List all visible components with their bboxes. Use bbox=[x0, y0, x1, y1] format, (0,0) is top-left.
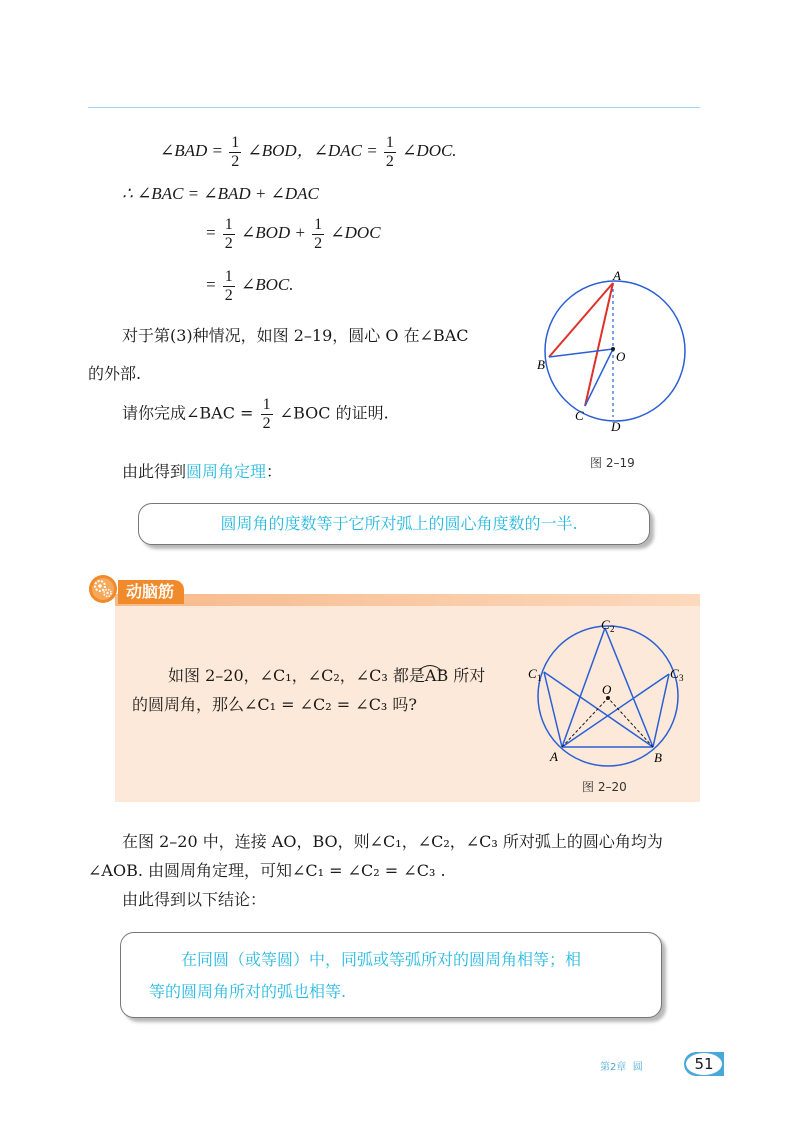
radius-OA bbox=[562, 698, 608, 747]
label-C1-sub: 1 bbox=[537, 673, 542, 683]
eq1-part-c: ∠DOC. bbox=[402, 141, 457, 160]
label-C: C bbox=[575, 408, 584, 423]
conclusion-box bbox=[120, 932, 662, 1018]
label-B: B bbox=[654, 750, 662, 765]
radius-OB bbox=[608, 698, 653, 747]
figure-2-20 bbox=[520, 612, 700, 772]
conclusion-intro: 由此得到以下结论： bbox=[122, 890, 267, 909]
case3-line-2: 的外部. bbox=[88, 364, 142, 383]
theorem-name: 圆周角定理 bbox=[186, 462, 267, 481]
chord-AB bbox=[549, 283, 613, 357]
equation-line-2: ∴ ∠BAC = ∠BAD + ∠DAC bbox=[122, 184, 319, 203]
line-BC2 bbox=[605, 628, 653, 747]
label-O: O bbox=[602, 682, 612, 697]
think-line-1: 如图 2–20，∠C₁，∠C₂，∠C₃ 都是AB 所对 bbox=[168, 666, 486, 685]
circle bbox=[545, 281, 685, 421]
label-C2: C bbox=[601, 617, 610, 632]
fraction-half: $\frac{1}{2}$ bbox=[262, 396, 271, 432]
radius-OB bbox=[549, 349, 613, 357]
gear-icon bbox=[88, 574, 118, 604]
label-A: A bbox=[550, 749, 558, 764]
label-D: D bbox=[611, 419, 621, 434]
equation-line-1 bbox=[160, 134, 457, 170]
top-rule bbox=[88, 107, 700, 108]
label-C3: C bbox=[670, 666, 679, 681]
label-A: A bbox=[613, 268, 621, 283]
equation-line-4: = $\frac{1}{2}$ ∠BOC. bbox=[205, 268, 294, 304]
chapter-label: 第2章 圆 bbox=[600, 1062, 643, 1073]
fraction-half: $\frac{1}{2}$ bbox=[224, 268, 233, 304]
center-point bbox=[611, 347, 615, 351]
answer-line-1: 在图 2–20 中，连接 AO，BO，则∠C₁，∠C₂，∠C₃ 所对弧上的圆心角均为 bbox=[122, 832, 663, 851]
think-title: 动脑筋 bbox=[118, 580, 184, 604]
radius-OC bbox=[585, 349, 613, 406]
theorem-box bbox=[138, 503, 650, 545]
prove-line: 请你完成∠BAC = $\frac{1}{2}$ ∠BOC 的证明. bbox=[122, 396, 389, 432]
eq1-part-b: ∠BOD，∠DAC = bbox=[247, 141, 378, 160]
label-C1: C bbox=[528, 666, 537, 681]
fraction-half: $\frac{1}{2}$ bbox=[231, 134, 240, 170]
conclusion-text-1: 在同圆（或等圆）中，同弧或等弧所对的圆周角相等；相 bbox=[181, 950, 582, 969]
label-O: O bbox=[616, 349, 626, 364]
line-BC1 bbox=[544, 672, 653, 747]
answer-line-2: ∠AOB. 由圆周角定理，可知∠C₁ = ∠C₂ = ∠C₃ . bbox=[88, 861, 446, 880]
eq1-part-a: ∠BAD = bbox=[160, 141, 224, 160]
figure-2-20-caption: 图 2–20 bbox=[582, 780, 627, 794]
figure-2-19-caption: 图 2–19 bbox=[590, 456, 635, 470]
think-line-2: 的圆周角，那么∠C₁ = ∠C₂ = ∠C₃ 吗? bbox=[132, 695, 418, 714]
label-C2-sub: 2 bbox=[610, 624, 615, 634]
case3-line-1: 对于第(3)种情况，如图 2–19，圆心 O 在∠BAC bbox=[122, 326, 469, 345]
page-number: 51 bbox=[694, 1055, 714, 1073]
derive-line: 由此得到圆周角定理： bbox=[122, 462, 283, 481]
arc-mark bbox=[416, 662, 444, 672]
line-BC3 bbox=[653, 674, 669, 747]
equation-line-3: = $\frac{1}{2}$ ∠BOD + $\frac{1}{2}$ ∠DOC bbox=[205, 216, 381, 252]
figure-2-19 bbox=[525, 265, 705, 465]
line-AC2 bbox=[562, 628, 605, 747]
line-AC3 bbox=[562, 674, 669, 747]
think-header-band bbox=[115, 594, 700, 606]
theorem-text: 圆周角的度数等于它所对弧上的圆心角度数的一半. bbox=[220, 514, 578, 533]
fraction-half: $\frac{1}{2}$ bbox=[224, 216, 233, 252]
label-B: B bbox=[537, 357, 545, 372]
fraction-half: $\frac{1}{2}$ bbox=[385, 134, 394, 170]
fraction-half: $\frac{1}{2}$ bbox=[314, 216, 323, 252]
chord-AC bbox=[585, 283, 613, 406]
label-C3-sub: 3 bbox=[679, 673, 684, 683]
conclusion-text-2: 等的圆周角所对的弧也相等. bbox=[149, 982, 347, 1001]
